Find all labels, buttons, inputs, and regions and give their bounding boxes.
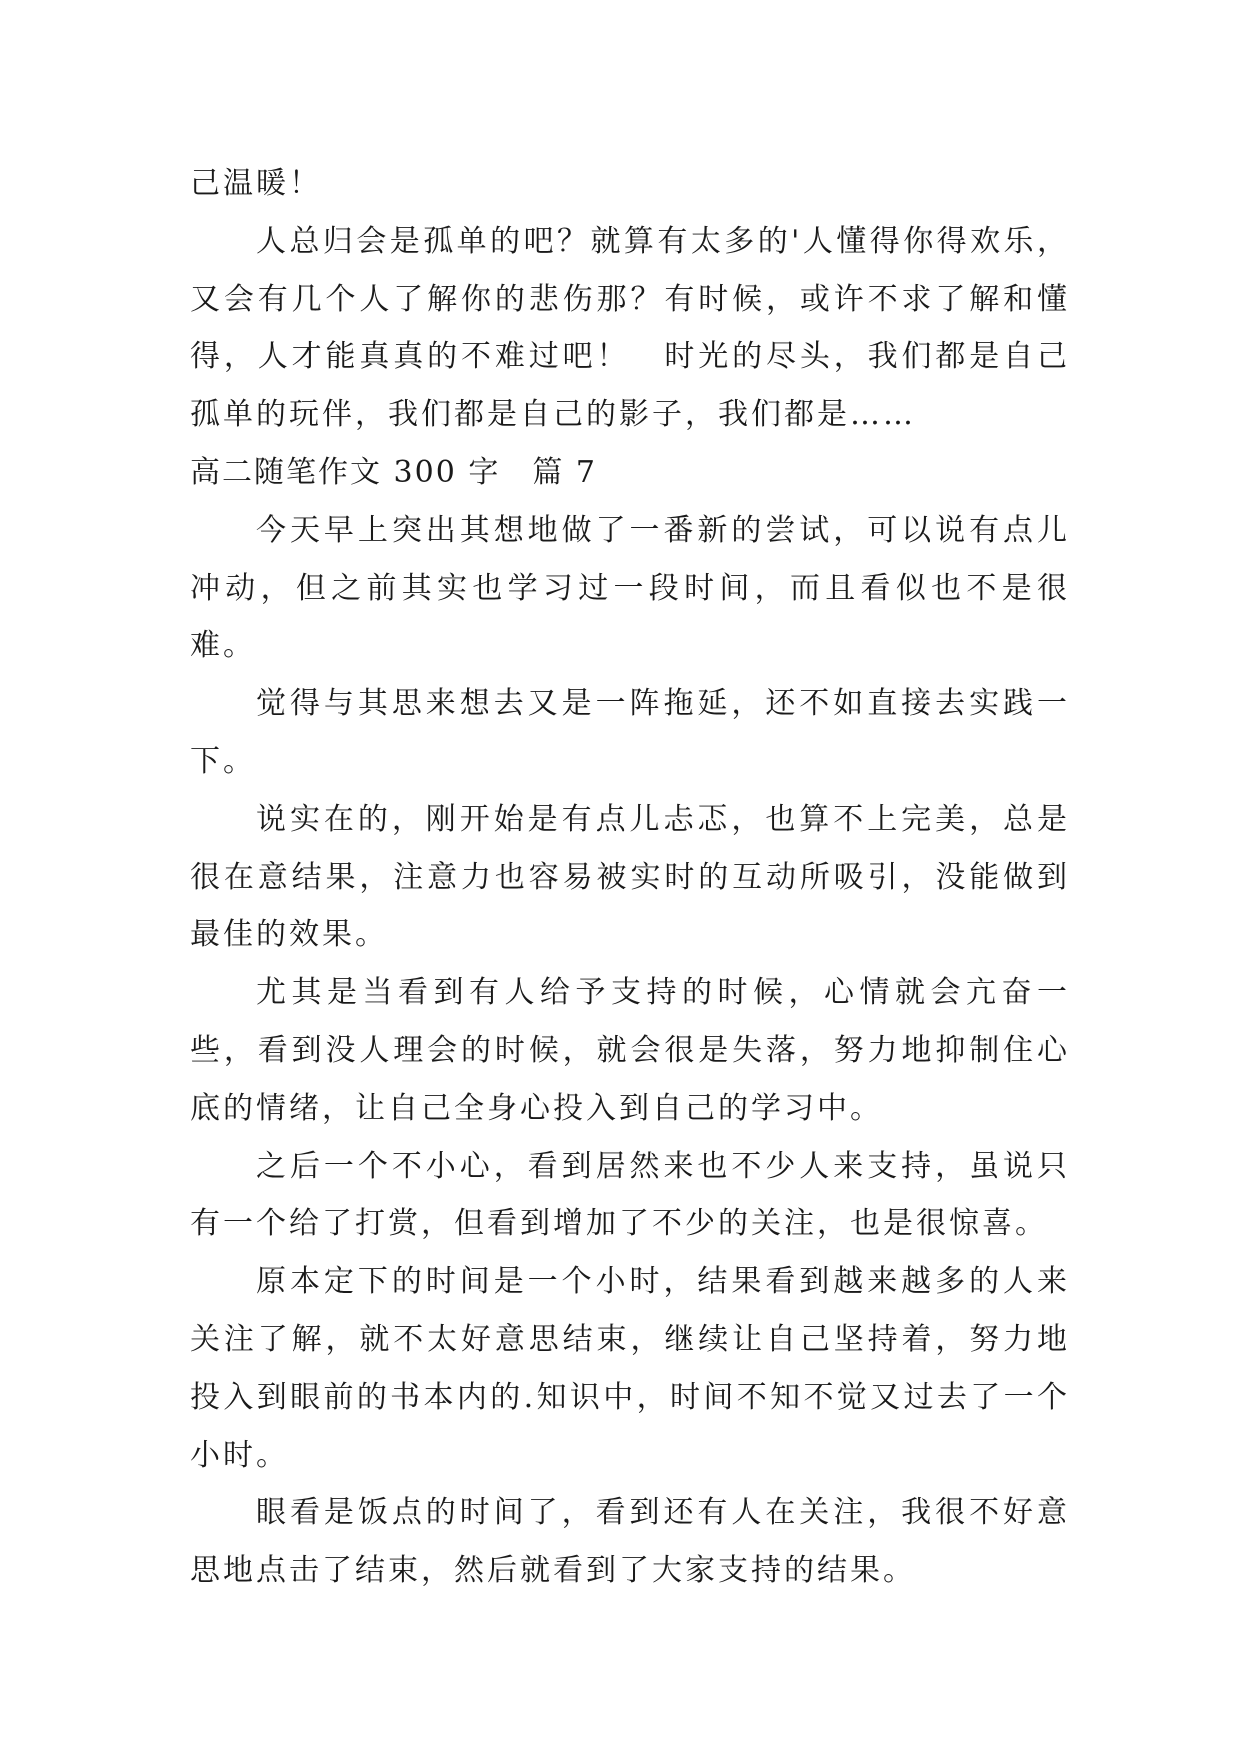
paragraph: 己温暖！ [190,166,322,201]
paragraph: 人总归会是孤单的吧？就算有太多的'人懂得你得欢乐，又会有几个人了解你的悲伤那？有时候，或许不求了解和懂得，人才能真真的不难过吧！ 时光的尽头，我们都是自己孤单的玩伴，我们都是自己的影子，我们都是…… [190,223,1070,433]
paragraph: 觉得与其思来想去又是一阵拖延，还不如直接去实践一下。 [190,686,1070,779]
document-body [190,155,1070,1600]
paragraph: 眼看是饭点的时间了，看到还有人在关注，我很不好意思地点击了结束，然后就看到了大家支持的结果。 [190,1495,1070,1589]
paragraph: 今天早上突出其想地做了一番新的尝试，可以说有点儿冲动，但之前其实也学习过一段时间，而且看似也不是很难。 [190,512,1070,664]
paragraph: 之后一个不小心，看到居然来也不少人来支持，虽说只有一个给了打赏，但看到增加了不少的关注，也是很惊喜。 [190,1148,1070,1242]
paragraph: 原本定下的时间是一个小时，结果看到越来越多的人来关注了解，就不太好意思结束，继续让自己坚持着，努力地投入到眼前的书本内的.知识中，时间不知不觉又过去了一个小时。 [190,1264,1070,1473]
section-heading: 高二随笔作文 300 字 篇 7 [190,454,597,490]
paragraph: 尤其是当看到有人给予支持的时候，心情就会亢奋一些，看到没人理会的时候，就会很是失落，努力地抑制住心底的情绪，让自己全身心投入到自己的学习中。 [190,975,1070,1126]
paragraph: 说实在的，刚开始是有点儿忐忑，也算不上完美，总是很在意结果，注意力也容易被实时的互动所吸引，没能做到最佳的效果。 [190,801,1070,953]
